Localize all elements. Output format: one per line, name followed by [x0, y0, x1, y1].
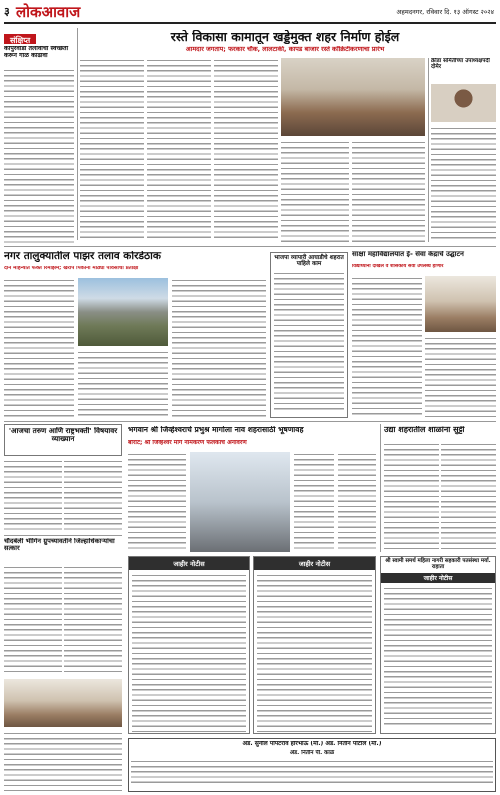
chowdhary-photo	[4, 679, 122, 727]
section-rule	[4, 535, 122, 536]
bhajap-body	[274, 271, 344, 411]
public-notice-3-title: जाहीर नोटीस	[381, 573, 495, 583]
brief1-title: कापुरवाडी तलावाची स्वच्छता करून गाळ काढावा	[4, 46, 69, 59]
sankshipt-tag-wrap	[4, 28, 74, 44]
page-number: ३	[4, 5, 10, 18]
adv-footer-line1: ॲड. सुनील पोपटराव हरिभाऊ (मो.) ॲड. नितीन पाटील (मो.)	[242, 741, 382, 747]
nagar-subhead: दोन महिन्यात फक्त रिमझिम; खरीप पिकांना मोठ्या पावसाची प्रतीक्षा	[4, 266, 139, 271]
nagar-body-col2	[78, 350, 168, 418]
sankshipt-tag: संक्षिप्त	[4, 34, 36, 44]
public-notice-1	[128, 556, 250, 734]
column-rule	[380, 424, 381, 552]
adv-footer-body	[131, 759, 493, 785]
lead-photo-1	[281, 58, 425, 136]
lead-body-col5	[352, 140, 425, 242]
public-notice-1-body	[132, 573, 246, 733]
lead-body-col4	[281, 140, 349, 242]
chowdhary-body-col1	[4, 565, 62, 675]
bhajap-box	[270, 252, 348, 418]
adv-footer-line2: ॲड. नितीन पी. काळे	[289, 749, 335, 756]
bhagwan-title: भगवान श्री जिव्हेश्वराचे प्रभुश्र मार्गाला नाव शहरासाठी भूषणावह	[128, 426, 304, 434]
udya-body-col2	[441, 442, 496, 552]
bhajap-title: भाजपा व्यापारी आघाडीचे शहरात पाहिले काम	[274, 255, 344, 268]
advocate-footer	[128, 738, 496, 792]
public-notice-2-title: जाहीर नोटीस	[254, 557, 375, 570]
paper-logo: लोकआवाज	[16, 3, 81, 21]
public-notice-2	[253, 556, 376, 734]
bhagwan-subhead: बोराटे; श्री जिव्हेश्वर मार्ग नामकरण फलकाचे अनावरण	[128, 440, 247, 446]
bhagwan-photo	[190, 452, 290, 552]
saksha-title: साक्षा महाविद्यालयात ई- सेवा केंद्राचे उद्घाटन	[352, 251, 464, 258]
shri-box-title: श्री स्वामी समर्थ महिला नागरी सहकारी पतसंस्था मर्या. राहाता	[385, 558, 491, 570]
bhagwan-body-col3	[338, 452, 376, 552]
saksha-body-col1	[352, 276, 422, 418]
saksha-photo	[425, 276, 496, 332]
saksha-body-col2	[425, 336, 496, 418]
date-line: अहमदनगर, रविवार दि. १३ ऑगस्ट २०२४	[396, 8, 494, 16]
bhagwan-body-col2	[294, 452, 334, 552]
udya-body-col1	[384, 442, 439, 552]
public-notice-2-body	[257, 573, 372, 733]
public-notice-1-title: जाहीर नोटीस	[129, 557, 249, 570]
brief1-body	[4, 68, 74, 244]
nagar-photo	[78, 278, 168, 346]
ajunhi-body-col2	[64, 459, 122, 531]
lead-subhead: आमदार जगताप; फरकार चौक, लालटाकी, कापड बाजार रस्ते काँक्रिटीकरणाचा प्रारंभ	[185, 46, 385, 53]
bhagwan-body-col1	[128, 452, 186, 552]
udya-title: उद्या शहरातील शाळांना सुट्टी	[384, 426, 465, 434]
section-rule	[4, 246, 496, 247]
column-rule	[77, 28, 78, 240]
lead-headline: रस्ते विकासा कामातून खड्डेमुक्त शहर निर्माण होईल	[170, 30, 400, 44]
krida-body	[431, 126, 496, 242]
public-notice-3-body	[384, 586, 492, 726]
chowdhary-body-tail	[4, 731, 122, 791]
lead-body-col3	[214, 58, 278, 242]
lead-body-col1	[80, 58, 144, 242]
column-rule	[428, 58, 429, 242]
nagar-body-col1	[4, 278, 74, 418]
krida-title: क्रीडा समितीच्या उपाध्यक्षपदी दोमेर	[431, 58, 490, 71]
nagar-body-col3	[172, 278, 266, 418]
nagar-title: नगर तालुक्यातील पाझर तलाव कोरडेठाक	[4, 251, 161, 262]
public-notice-3	[380, 556, 496, 734]
chowdhary-body-col2	[64, 565, 122, 675]
section-rule	[4, 421, 496, 422]
ajunhi-title: 'आजचा तरुण आणि राष्ट्रभक्ती' विषयावर व्याख्यान	[8, 427, 118, 443]
masthead	[4, 2, 496, 24]
lead-body-col2	[147, 58, 211, 242]
saksha-subhead: विद्यार्थ्यांना दाखले व शासकीय सेवा उपलब्ध होणार	[352, 264, 444, 269]
chowdhary-title: चौदबेली भीगिन ग्रुपच्यावतीने जिल्हाधिकाऱ्यांचा सत्कार	[4, 538, 115, 553]
krida-photo	[431, 84, 496, 122]
ajunhi-title-box	[4, 424, 122, 456]
ajunhi-body-col1	[4, 459, 62, 531]
